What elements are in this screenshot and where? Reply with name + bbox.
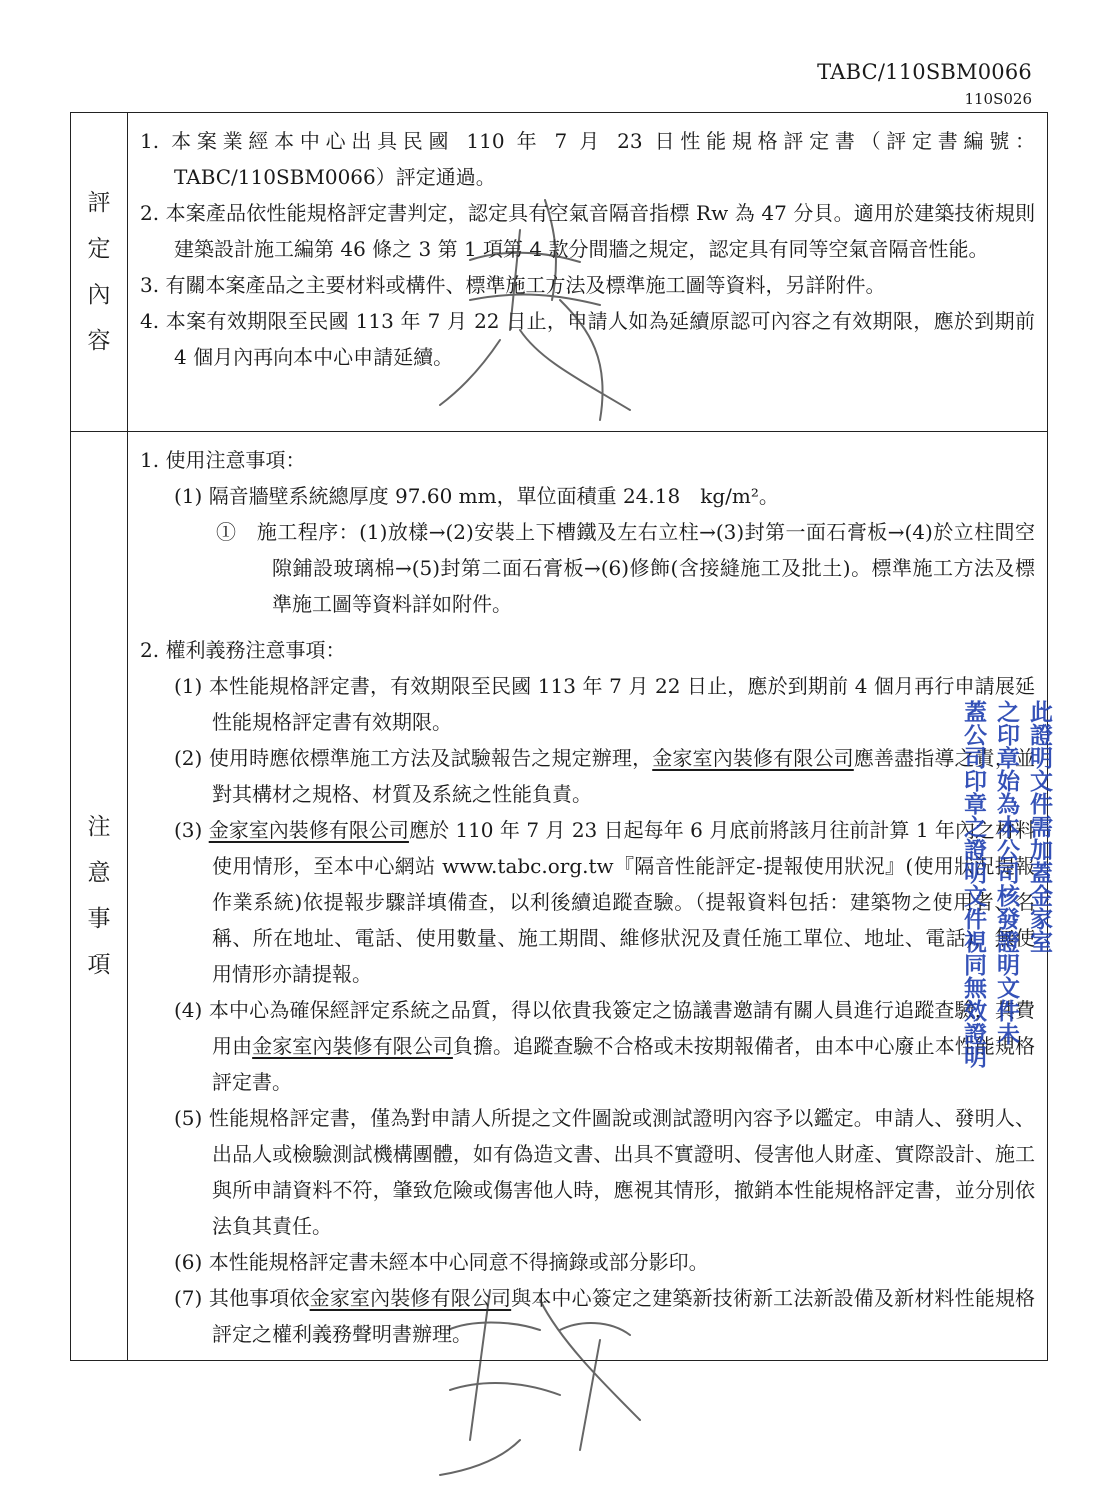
rights-note-4: (4) 本中心為確保經評定系統之品質，得以依貴我簽定之協議書邀請有關人員進行追蹤查驗，其費用由金家室內裝修有限公司負擔。追蹤查驗不合格或未按期報備者，由本中心廢止本性能規格評定書。 [174, 998, 1036, 1094]
document-number: TABC/110SBM0066 [817, 60, 1032, 84]
rights-note-3: (3) 金家室內裝修有限公司應於 110 年 7 月 23 日起每年 6 月底前將該月往前計算 1 年內之材料使用情形，至本中心網站 www.tabc.org.tw『隔音性能評定-提報使用狀況』(使用狀況提報作業系統)依提報步驟詳填備查，以利後續追蹤查驗。（提報資料包括：建築物之使用者、名稱、所在地址、電話、使用數量、施工期間、維修狀況及責任施工單位、地址、電話)，無使用情形亦請提報。 [174, 818, 1036, 986]
usage-notes-heading: 1. 使用注意事項： [140, 448, 306, 472]
evaluation-table [70, 112, 1048, 1361]
company-name: 金家室內裝修有限公司 [309, 1286, 512, 1310]
rights-note-7: (7) 其他事項依金家室內裝修有限公司與本中心簽定之建築新技術新工法新設備及新材料性能規格評定之權利義務聲明書辦理。 [174, 1286, 1036, 1346]
company-name: 金家室內裝修有限公司 [252, 1034, 453, 1058]
rights-note-6: (6) 本性能規格評定書未經本中心同意不得摘錄或部分影印。 [174, 1250, 709, 1274]
company-name: 金家室內裝修有限公司 [652, 746, 854, 770]
company-name: 金家室內裝修有限公司 [208, 818, 409, 842]
rights-notes-heading: 2. 權利義務注意事項： [140, 638, 346, 662]
eval-item-3: 3. 有關本案產品之主要材料或構件、標準施工方法及標準施工圖等資料，另詳附件。 [140, 273, 886, 297]
document-sub-number: 110S026 [964, 90, 1032, 108]
eval-item-4: 4. 本案有效期限至民國 113 年 7 月 22 日止，申請人如為延續原認可內容之有效期限，應於到期前 4 個月內再向本中心申請延續。 [140, 309, 1035, 369]
usage-note-1: (1) 隔音牆壁系統總厚度 97.60 mm，單位面積重 24.18 kg/m²。 [174, 484, 779, 508]
company-seal-notice: 此證明文件需加蓋金家室 之印章始為本公司核發證明文件未 蓋公司印章之證明文件視同無效證明 [960, 700, 1052, 1068]
rights-note-5: (5) 性能規格評定書，僅為對申請人所提之文件圖說或測試證明內容予以鑑定。申請人、發明人、出品人或檢驗測試機構團體，如有偽造文書、出具不實證明、侵害他人財產、實際設計、施工與所申請資料不符，肇致危險或傷害他人時，應視其情形，撤銷本性能規格評定書，並分別依法負其責任。 [174, 1106, 1035, 1238]
section-label-notes: 注 意 事 項 [71, 432, 128, 1361]
rights-note-2: (2) 使用時應依標準施工方法及試驗報告之規定辦理，金家室內裝修有限公司應善盡指導之責，並對其構材之規格、材質及系統之性能負責。 [174, 746, 1036, 806]
notes-row [71, 432, 1048, 1361]
rights-note-1: (1) 本性能規格評定書，有效期限至民國 113 年 7 月 22 日止，應於到期前 4 個月再行申請展延性能規格評定書有效期限。 [174, 674, 1035, 734]
evaluation-content [128, 113, 1048, 432]
evaluation-content-row [71, 113, 1048, 432]
eval-item-1: 1. 本案業經本中心出具民國 110 年 7 月 23 日性能規格評定書（評定書編號：TABC/110SBM0066）評定通過。 [140, 129, 1035, 189]
notes-content [128, 432, 1048, 1361]
eval-item-2: 2. 本案產品依性能規格評定書判定，認定具有空氣音隔音指標 Rw 為 47 分貝。適用於建築技術規則建築設計施工編第 46 條之 3 第 1 項第 4 款分間牆之規定，認定具有同等空氣音隔音性能。 [140, 201, 1035, 261]
construction-procedure: ① 施工程序：(1)放樣→(2)安裝上下槽鐵及左右立柱→(3)封第一面石膏板→(4)於立柱間空隙鋪設玻璃棉→(5)封第二面石膏板→(6)修飾(含接縫施工及批土)。標準施工方法及標準施工圖等資料詳如附件。 [216, 520, 1035, 616]
section-label-evaluation: 評 定 內 容 [71, 113, 128, 432]
